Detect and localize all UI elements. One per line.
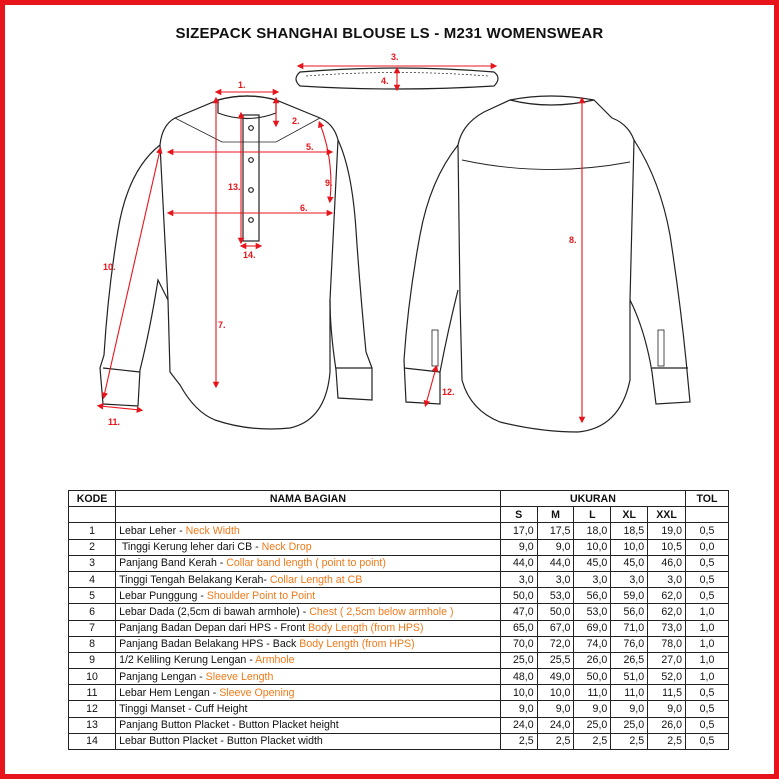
row-tol: 0,5 xyxy=(685,717,728,733)
label-2: 2. xyxy=(292,116,300,126)
row-name-en: Neck Width xyxy=(185,524,240,537)
row-value-xxl: 62,0 xyxy=(648,588,686,604)
row-value-l: 18,0 xyxy=(574,523,611,539)
header-kode: KODE xyxy=(69,491,116,507)
row-tol: 1,0 xyxy=(685,652,728,668)
row-value-l: 74,0 xyxy=(574,636,611,652)
row-value-xl: 59,0 xyxy=(611,588,648,604)
header-ukuran: UKURAN xyxy=(500,491,685,507)
row-value-s: 70,0 xyxy=(500,636,537,652)
header-tol: TOL xyxy=(685,491,728,507)
label-4: 4. xyxy=(381,76,389,86)
table-row xyxy=(69,685,729,701)
row-kode: 3 xyxy=(69,555,116,571)
row-value-xl: 45,0 xyxy=(611,555,648,571)
row-kode: 1 xyxy=(69,523,116,539)
size-xxl: XXL xyxy=(648,507,686,523)
table-row xyxy=(69,636,729,652)
table-row xyxy=(69,620,729,636)
row-name-id: Panjang Band Kerah - xyxy=(119,557,227,570)
row-nama-bagian xyxy=(116,604,501,620)
table-row xyxy=(69,652,729,668)
row-name-id: Tinggi Manset - Cuff Height xyxy=(119,703,248,716)
row-tol: 0,5 xyxy=(685,555,728,571)
row-name-id: Lebar Hem Lengan - xyxy=(119,686,220,699)
table-size-row xyxy=(69,507,729,523)
row-value-m: 24,0 xyxy=(537,717,574,733)
row-value-xl: 10,0 xyxy=(611,539,648,555)
row-value-s: 47,0 xyxy=(500,604,537,620)
row-value-m: 53,0 xyxy=(537,588,574,604)
size-xl: XL xyxy=(611,507,648,523)
label-11: 11. xyxy=(108,417,121,427)
label-10: 10. xyxy=(103,262,116,272)
header-nama-bagian: NAMA BAGIAN xyxy=(116,491,501,507)
row-value-xxl: 11,5 xyxy=(648,685,686,701)
row-name-id: Panjang Lengan - xyxy=(119,670,206,683)
row-name-id: Panjang Badan Belakang HPS - Back xyxy=(119,638,300,651)
label-1: 1. xyxy=(238,80,246,90)
spec-table-body xyxy=(69,523,729,750)
row-value-l: 9,0 xyxy=(574,701,611,717)
row-kode: 6 xyxy=(69,604,116,620)
label-14: 14. xyxy=(243,250,256,260)
row-value-l: 3,0 xyxy=(574,571,611,587)
table-row xyxy=(69,555,729,571)
row-value-s: 10,0 xyxy=(500,685,537,701)
row-value-xxl: 62,0 xyxy=(648,604,686,620)
row-nama-bagian xyxy=(116,701,501,717)
row-value-xl: 3,0 xyxy=(611,571,648,587)
row-value-xl: 71,0 xyxy=(611,620,648,636)
row-name-en: Sleeve Length xyxy=(205,670,274,683)
row-value-s: 50,0 xyxy=(500,588,537,604)
row-tol: 1,0 xyxy=(685,620,728,636)
row-tol: 1,0 xyxy=(685,669,728,685)
row-value-m: 3,0 xyxy=(537,571,574,587)
row-kode: 7 xyxy=(69,620,116,636)
size-l: L xyxy=(574,507,611,523)
row-value-xxl: 2,5 xyxy=(648,733,686,749)
row-value-xl: 9,0 xyxy=(611,701,648,717)
row-name-id: Tinggi Tengah Belakang Kerah- xyxy=(119,573,270,586)
page-title: SIZEPACK SHANGHAI BLOUSE LS - M231 WOMENSWEAR xyxy=(175,25,604,42)
row-name-en: Sleeve Opening xyxy=(219,686,295,699)
row-nama-bagian xyxy=(116,571,501,587)
row-value-s: 24,0 xyxy=(500,717,537,733)
row-kode: 11 xyxy=(69,685,116,701)
row-tol: 0,5 xyxy=(685,733,728,749)
row-value-xl: 11,0 xyxy=(611,685,648,701)
row-name-id: Lebar Leher - xyxy=(119,524,186,537)
row-value-l: 11,0 xyxy=(574,685,611,701)
row-name-id: Panjang Badan Depan dari HPS - Front xyxy=(119,622,309,635)
row-value-xl: 56,0 xyxy=(611,604,648,620)
row-name-en: Collar band length ( point to point) xyxy=(226,557,386,570)
label-5: 5. xyxy=(306,142,314,152)
row-kode: 8 xyxy=(69,636,116,652)
row-value-xxl: 73,0 xyxy=(648,620,686,636)
row-tol: 0,0 xyxy=(685,539,728,555)
row-value-xxl: 27,0 xyxy=(648,652,686,668)
row-value-m: 2,5 xyxy=(537,733,574,749)
row-value-xxl: 19,0 xyxy=(648,523,686,539)
row-name-en: Neck Drop xyxy=(261,541,312,554)
row-value-l: 56,0 xyxy=(574,588,611,604)
row-tol: 0,5 xyxy=(685,571,728,587)
row-value-l: 10,0 xyxy=(574,539,611,555)
row-nama-bagian xyxy=(116,555,501,571)
row-name-id: Lebar Dada (2,5cm di bawah armhole) - xyxy=(119,605,310,618)
row-kode: 14 xyxy=(69,733,116,749)
row-kode: 4 xyxy=(69,571,116,587)
row-name-id: Lebar Button Placket - Button Placket width xyxy=(119,735,323,748)
label-3: 3. xyxy=(391,52,399,62)
row-value-xxl: 26,0 xyxy=(648,717,686,733)
table-row xyxy=(69,669,729,685)
row-value-m: 17,5 xyxy=(537,523,574,539)
row-kode: 12 xyxy=(69,701,116,717)
back-view-drawing xyxy=(404,96,690,432)
row-value-s: 9,0 xyxy=(500,539,537,555)
row-value-xxl: 10,5 xyxy=(648,539,686,555)
row-value-s: 9,0 xyxy=(500,701,537,717)
table-header-row xyxy=(69,491,729,507)
row-tol: 0,5 xyxy=(685,685,728,701)
row-value-l: 69,0 xyxy=(574,620,611,636)
label-8: 8. xyxy=(569,235,577,245)
row-value-xl: 18,5 xyxy=(611,523,648,539)
row-value-s: 17,0 xyxy=(500,523,537,539)
row-nama-bagian xyxy=(116,733,501,749)
row-name-en: Collar Length at CB xyxy=(269,573,363,586)
label-13: 13. xyxy=(228,182,241,192)
row-value-l: 2,5 xyxy=(574,733,611,749)
table-row xyxy=(69,523,729,539)
row-nama-bagian xyxy=(116,636,501,652)
label-12: 12. xyxy=(442,387,455,397)
row-value-l: 50,0 xyxy=(574,669,611,685)
row-name-en: Shoulder Point to Point xyxy=(206,589,316,602)
row-tol: 1,0 xyxy=(685,604,728,620)
row-nama-bagian xyxy=(116,669,501,685)
row-name-en: Body Length (from HPS) xyxy=(299,638,415,651)
row-name-id: 1/2 Keliling Kerung Lengan - xyxy=(119,654,256,667)
row-value-s: 2,5 xyxy=(500,733,537,749)
row-value-xl: 25,0 xyxy=(611,717,648,733)
row-tol: 1,0 xyxy=(685,636,728,652)
row-value-s: 3,0 xyxy=(500,571,537,587)
table-row xyxy=(69,539,729,555)
table-row xyxy=(69,717,729,733)
row-value-l: 26,0 xyxy=(574,652,611,668)
row-value-xxl: 9,0 xyxy=(648,701,686,717)
row-kode: 5 xyxy=(69,588,116,604)
row-value-m: 50,0 xyxy=(537,604,574,620)
row-value-m: 9,0 xyxy=(537,539,574,555)
row-value-s: 65,0 xyxy=(500,620,537,636)
size-m: M xyxy=(537,507,574,523)
row-value-m: 25,5 xyxy=(537,652,574,668)
row-nama-bagian xyxy=(116,588,501,604)
row-value-xxl: 52,0 xyxy=(648,669,686,685)
row-value-s: 48,0 xyxy=(500,669,537,685)
row-value-xl: 76,0 xyxy=(611,636,648,652)
row-nama-bagian xyxy=(116,523,501,539)
row-tol: 0,5 xyxy=(685,523,728,539)
row-nama-bagian xyxy=(116,652,501,668)
row-name-id: Tinggi Kerung leher dari CB - xyxy=(119,541,262,554)
row-name-en: Armhole xyxy=(255,654,295,667)
size-s: S xyxy=(500,507,537,523)
row-nama-bagian xyxy=(116,539,501,555)
row-kode: 2 xyxy=(69,539,116,555)
row-value-m: 72,0 xyxy=(537,636,574,652)
row-tol: 0,5 xyxy=(685,588,728,604)
label-7: 7. xyxy=(218,320,226,330)
row-value-xxl: 46,0 xyxy=(648,555,686,571)
row-nama-bagian xyxy=(116,620,501,636)
row-value-m: 44,0 xyxy=(537,555,574,571)
row-value-l: 25,0 xyxy=(574,717,611,733)
row-value-m: 67,0 xyxy=(537,620,574,636)
row-value-s: 25,0 xyxy=(500,652,537,668)
row-value-m: 49,0 xyxy=(537,669,574,685)
table-row xyxy=(69,604,729,620)
row-value-xxl: 3,0 xyxy=(648,571,686,587)
label-9: 9. xyxy=(325,178,333,188)
table-row xyxy=(69,733,729,749)
row-kode: 13 xyxy=(69,717,116,733)
row-value-xl: 51,0 xyxy=(611,669,648,685)
table-row xyxy=(69,588,729,604)
row-nama-bagian xyxy=(116,685,501,701)
row-value-m: 10,0 xyxy=(537,685,574,701)
row-tol: 0,5 xyxy=(685,701,728,717)
row-value-xl: 2,5 xyxy=(611,733,648,749)
table-row xyxy=(69,701,729,717)
spec-table xyxy=(68,490,729,750)
row-value-xxl: 78,0 xyxy=(648,636,686,652)
row-name-id: Lebar Punggung - xyxy=(119,589,207,602)
front-view-drawing xyxy=(100,96,372,429)
row-name-en: Body Length (from HPS) xyxy=(308,622,424,635)
row-value-s: 44,0 xyxy=(500,555,537,571)
row-value-l: 45,0 xyxy=(574,555,611,571)
row-value-m: 9,0 xyxy=(537,701,574,717)
table-row xyxy=(69,571,729,587)
row-nama-bagian xyxy=(116,717,501,733)
row-value-l: 53,0 xyxy=(574,604,611,620)
row-kode: 9 xyxy=(69,652,116,668)
row-name-id: Panjang Button Placket - Button Placket height xyxy=(119,719,339,732)
label-6: 6. xyxy=(300,203,308,213)
row-name-en: Chest ( 2,5cm below armhole ) xyxy=(309,605,454,618)
row-kode: 10 xyxy=(69,669,116,685)
row-value-xl: 26,5 xyxy=(611,652,648,668)
